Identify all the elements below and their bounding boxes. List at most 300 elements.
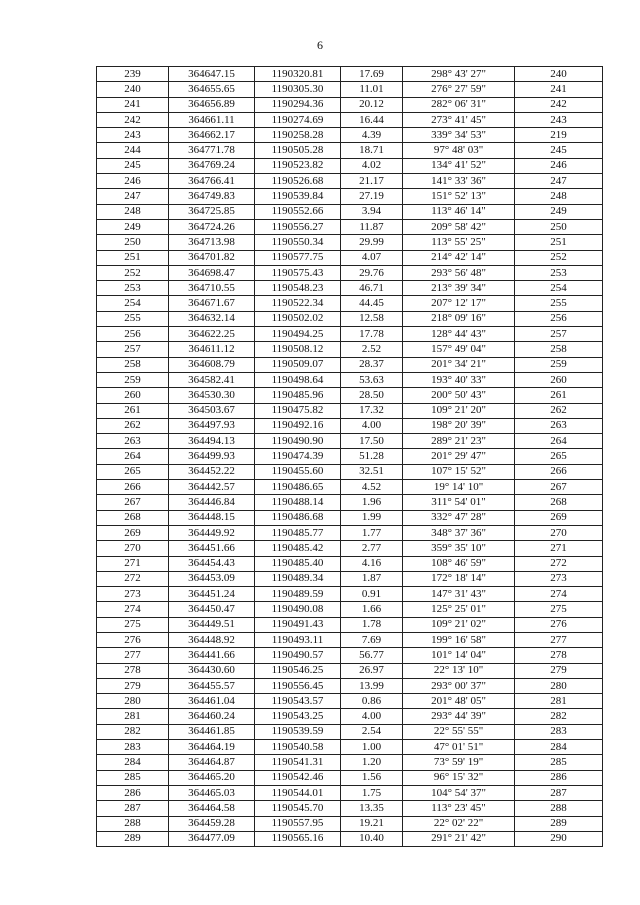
point-number-cell: 264 bbox=[97, 449, 169, 464]
y-coordinate-cell: 1190526.68 bbox=[255, 174, 341, 189]
y-coordinate-cell: 1190556.45 bbox=[255, 678, 341, 693]
bearing-cell: 276° 27' 59" bbox=[403, 82, 515, 97]
point-number-cell: 289 bbox=[97, 831, 169, 846]
next-point-cell: 286 bbox=[515, 770, 603, 785]
distance-cell: 18.71 bbox=[341, 143, 403, 158]
x-coordinate-cell: 364662.17 bbox=[169, 128, 255, 143]
y-coordinate-cell: 1190489.34 bbox=[255, 571, 341, 586]
table-row bbox=[97, 495, 603, 510]
next-point-cell: 240 bbox=[515, 67, 603, 82]
point-number-cell: 278 bbox=[97, 663, 169, 678]
y-coordinate-cell: 1190485.42 bbox=[255, 541, 341, 556]
next-point-cell: 290 bbox=[515, 831, 603, 846]
x-coordinate-cell: 364465.20 bbox=[169, 770, 255, 785]
distance-cell: 1.00 bbox=[341, 740, 403, 755]
bearing-cell: 200° 50' 43" bbox=[403, 388, 515, 403]
distance-cell: 21.17 bbox=[341, 174, 403, 189]
bearing-cell: 22° 13' 10" bbox=[403, 663, 515, 678]
bearing-cell: 73° 59' 19" bbox=[403, 755, 515, 770]
point-number-cell: 256 bbox=[97, 327, 169, 342]
x-coordinate-cell: 364710.55 bbox=[169, 281, 255, 296]
x-coordinate-cell: 364455.57 bbox=[169, 678, 255, 693]
y-coordinate-cell: 1190544.01 bbox=[255, 785, 341, 800]
y-coordinate-cell: 1190494.25 bbox=[255, 327, 341, 342]
table-row bbox=[97, 158, 603, 173]
table-row bbox=[97, 296, 603, 311]
next-point-cell: 285 bbox=[515, 755, 603, 770]
x-coordinate-cell: 364611.12 bbox=[169, 342, 255, 357]
point-number-cell: 284 bbox=[97, 755, 169, 770]
bearing-cell: 22° 55' 55" bbox=[403, 724, 515, 739]
y-coordinate-cell: 1190577.75 bbox=[255, 250, 341, 265]
bearing-cell: 293° 00' 37" bbox=[403, 678, 515, 693]
distance-cell: 10.40 bbox=[341, 831, 403, 846]
y-coordinate-cell: 1190486.68 bbox=[255, 510, 341, 525]
bearing-cell: 151° 52' 13" bbox=[403, 189, 515, 204]
next-point-cell: 271 bbox=[515, 541, 603, 556]
y-coordinate-cell: 1190258.28 bbox=[255, 128, 341, 143]
distance-cell: 11.01 bbox=[341, 82, 403, 97]
x-coordinate-cell: 364430.60 bbox=[169, 663, 255, 678]
y-coordinate-cell: 1190522.34 bbox=[255, 296, 341, 311]
table-row bbox=[97, 510, 603, 525]
distance-cell: 3.94 bbox=[341, 204, 403, 219]
bearing-cell: 201° 48' 05" bbox=[403, 694, 515, 709]
x-coordinate-cell: 364622.25 bbox=[169, 327, 255, 342]
next-point-cell: 282 bbox=[515, 709, 603, 724]
y-coordinate-cell: 1190488.14 bbox=[255, 495, 341, 510]
x-coordinate-cell: 364771.78 bbox=[169, 143, 255, 158]
point-number-cell: 241 bbox=[97, 97, 169, 112]
distance-cell: 0.86 bbox=[341, 694, 403, 709]
bearing-cell: 359° 35' 10" bbox=[403, 541, 515, 556]
table-row bbox=[97, 709, 603, 724]
distance-cell: 2.77 bbox=[341, 541, 403, 556]
next-point-cell: 272 bbox=[515, 556, 603, 571]
y-coordinate-cell: 1190305.30 bbox=[255, 82, 341, 97]
table-row bbox=[97, 265, 603, 280]
distance-cell: 44.45 bbox=[341, 296, 403, 311]
y-coordinate-cell: 1190523.82 bbox=[255, 158, 341, 173]
next-point-cell: 283 bbox=[515, 724, 603, 739]
coordinates-table bbox=[96, 66, 603, 847]
y-coordinate-cell: 1190490.57 bbox=[255, 648, 341, 663]
x-coordinate-cell: 364701.82 bbox=[169, 250, 255, 265]
x-coordinate-cell: 364441.66 bbox=[169, 648, 255, 663]
bearing-cell: 22° 02' 22" bbox=[403, 816, 515, 831]
x-coordinate-cell: 364450.47 bbox=[169, 602, 255, 617]
x-coordinate-cell: 364769.24 bbox=[169, 158, 255, 173]
bearing-cell: 201° 34' 21" bbox=[403, 357, 515, 372]
bearing-cell: 193° 40' 33" bbox=[403, 372, 515, 387]
table-row bbox=[97, 816, 603, 831]
next-point-cell: 280 bbox=[515, 678, 603, 693]
table-row bbox=[97, 632, 603, 647]
x-coordinate-cell: 364766.41 bbox=[169, 174, 255, 189]
distance-cell: 51.28 bbox=[341, 449, 403, 464]
x-coordinate-cell: 364460.24 bbox=[169, 709, 255, 724]
point-number-cell: 285 bbox=[97, 770, 169, 785]
bearing-cell: 311° 54' 01" bbox=[403, 495, 515, 510]
bearing-cell: 199° 16' 58" bbox=[403, 632, 515, 647]
distance-cell: 4.16 bbox=[341, 556, 403, 571]
distance-cell: 28.37 bbox=[341, 357, 403, 372]
point-number-cell: 257 bbox=[97, 342, 169, 357]
bearing-cell: 96° 15' 32" bbox=[403, 770, 515, 785]
table-row bbox=[97, 694, 603, 709]
table-row bbox=[97, 556, 603, 571]
distance-cell: 4.07 bbox=[341, 250, 403, 265]
x-coordinate-cell: 364494.13 bbox=[169, 434, 255, 449]
y-coordinate-cell: 1190565.16 bbox=[255, 831, 341, 846]
next-point-cell: 281 bbox=[515, 694, 603, 709]
next-point-cell: 274 bbox=[515, 587, 603, 602]
page-number: 6 bbox=[317, 38, 323, 52]
point-number-cell: 283 bbox=[97, 740, 169, 755]
y-coordinate-cell: 1190541.31 bbox=[255, 755, 341, 770]
point-number-cell: 244 bbox=[97, 143, 169, 158]
bearing-cell: 293° 44' 39" bbox=[403, 709, 515, 724]
distance-cell: 16.44 bbox=[341, 112, 403, 127]
table-row bbox=[97, 617, 603, 632]
y-coordinate-cell: 1190485.40 bbox=[255, 556, 341, 571]
point-number-cell: 262 bbox=[97, 418, 169, 433]
next-point-cell: 249 bbox=[515, 204, 603, 219]
distance-cell: 0.91 bbox=[341, 587, 403, 602]
next-point-cell: 269 bbox=[515, 510, 603, 525]
distance-cell: 1.77 bbox=[341, 525, 403, 540]
point-number-cell: 239 bbox=[97, 67, 169, 82]
y-coordinate-cell: 1190490.08 bbox=[255, 602, 341, 617]
distance-cell: 46.71 bbox=[341, 281, 403, 296]
y-coordinate-cell: 1190543.25 bbox=[255, 709, 341, 724]
table-row bbox=[97, 525, 603, 540]
distance-cell: 1.87 bbox=[341, 571, 403, 586]
x-coordinate-cell: 364449.51 bbox=[169, 617, 255, 632]
y-coordinate-cell: 1190485.96 bbox=[255, 388, 341, 403]
bearing-cell: 339° 34' 53" bbox=[403, 128, 515, 143]
x-coordinate-cell: 364464.19 bbox=[169, 740, 255, 755]
distance-cell: 29.99 bbox=[341, 235, 403, 250]
x-coordinate-cell: 364448.92 bbox=[169, 632, 255, 647]
x-coordinate-cell: 364713.98 bbox=[169, 235, 255, 250]
bearing-cell: 125° 25' 01" bbox=[403, 602, 515, 617]
x-coordinate-cell: 364448.15 bbox=[169, 510, 255, 525]
x-coordinate-cell: 364497.93 bbox=[169, 418, 255, 433]
table-row bbox=[97, 97, 603, 112]
y-coordinate-cell: 1190539.59 bbox=[255, 724, 341, 739]
point-number-cell: 282 bbox=[97, 724, 169, 739]
next-point-cell: 256 bbox=[515, 311, 603, 326]
point-number-cell: 276 bbox=[97, 632, 169, 647]
distance-cell: 56.77 bbox=[341, 648, 403, 663]
distance-cell: 20.12 bbox=[341, 97, 403, 112]
table-row bbox=[97, 434, 603, 449]
distance-cell: 1.78 bbox=[341, 617, 403, 632]
y-coordinate-cell: 1190490.90 bbox=[255, 434, 341, 449]
distance-cell: 1.20 bbox=[341, 755, 403, 770]
next-point-cell: 246 bbox=[515, 158, 603, 173]
next-point-cell: 264 bbox=[515, 434, 603, 449]
distance-cell: 2.54 bbox=[341, 724, 403, 739]
bearing-cell: 207° 12' 17" bbox=[403, 296, 515, 311]
next-point-cell: 250 bbox=[515, 219, 603, 234]
point-number-cell: 258 bbox=[97, 357, 169, 372]
distance-cell: 1.75 bbox=[341, 785, 403, 800]
x-coordinate-cell: 364671.67 bbox=[169, 296, 255, 311]
distance-cell: 4.52 bbox=[341, 480, 403, 495]
distance-cell: 4.39 bbox=[341, 128, 403, 143]
table-row bbox=[97, 250, 603, 265]
bearing-cell: 109° 21' 02" bbox=[403, 617, 515, 632]
distance-cell: 13.99 bbox=[341, 678, 403, 693]
point-number-cell: 243 bbox=[97, 128, 169, 143]
distance-cell: 2.52 bbox=[341, 342, 403, 357]
next-point-cell: 219 bbox=[515, 128, 603, 143]
table-row bbox=[97, 327, 603, 342]
distance-cell: 7.69 bbox=[341, 632, 403, 647]
y-coordinate-cell: 1190539.84 bbox=[255, 189, 341, 204]
bearing-cell: 198° 20' 39" bbox=[403, 418, 515, 433]
bearing-cell: 201° 29' 47" bbox=[403, 449, 515, 464]
table-row bbox=[97, 587, 603, 602]
y-coordinate-cell: 1190489.59 bbox=[255, 587, 341, 602]
distance-cell: 27.19 bbox=[341, 189, 403, 204]
x-coordinate-cell: 364461.04 bbox=[169, 694, 255, 709]
next-point-cell: 289 bbox=[515, 816, 603, 831]
bearing-cell: 298° 43' 27" bbox=[403, 67, 515, 82]
table-row bbox=[97, 219, 603, 234]
x-coordinate-cell: 364698.47 bbox=[169, 265, 255, 280]
x-coordinate-cell: 364503.67 bbox=[169, 403, 255, 418]
distance-cell: 12.58 bbox=[341, 311, 403, 326]
y-coordinate-cell: 1190540.58 bbox=[255, 740, 341, 755]
point-number-cell: 274 bbox=[97, 602, 169, 617]
bearing-cell: 128° 44' 43" bbox=[403, 327, 515, 342]
y-coordinate-cell: 1190542.46 bbox=[255, 770, 341, 785]
table-row bbox=[97, 128, 603, 143]
x-coordinate-cell: 364464.58 bbox=[169, 801, 255, 816]
next-point-cell: 247 bbox=[515, 174, 603, 189]
bearing-cell: 113° 23' 45" bbox=[403, 801, 515, 816]
distance-cell: 4.02 bbox=[341, 158, 403, 173]
next-point-cell: 259 bbox=[515, 357, 603, 372]
y-coordinate-cell: 1190546.25 bbox=[255, 663, 341, 678]
point-number-cell: 272 bbox=[97, 571, 169, 586]
table-row bbox=[97, 740, 603, 755]
y-coordinate-cell: 1190498.64 bbox=[255, 372, 341, 387]
y-coordinate-cell: 1190486.65 bbox=[255, 480, 341, 495]
table-row bbox=[97, 311, 603, 326]
next-point-cell: 254 bbox=[515, 281, 603, 296]
next-point-cell: 276 bbox=[515, 617, 603, 632]
table-row bbox=[97, 770, 603, 785]
x-coordinate-cell: 364655.65 bbox=[169, 82, 255, 97]
x-coordinate-cell: 364725.85 bbox=[169, 204, 255, 219]
distance-cell: 1.96 bbox=[341, 495, 403, 510]
point-number-cell: 259 bbox=[97, 372, 169, 387]
y-coordinate-cell: 1190502.02 bbox=[255, 311, 341, 326]
distance-cell: 4.00 bbox=[341, 418, 403, 433]
point-number-cell: 240 bbox=[97, 82, 169, 97]
y-coordinate-cell: 1190320.81 bbox=[255, 67, 341, 82]
next-point-cell: 255 bbox=[515, 296, 603, 311]
point-number-cell: 288 bbox=[97, 816, 169, 831]
point-number-cell: 245 bbox=[97, 158, 169, 173]
bearing-cell: 107° 15' 52" bbox=[403, 464, 515, 479]
y-coordinate-cell: 1190485.77 bbox=[255, 525, 341, 540]
table-row bbox=[97, 831, 603, 846]
table-row bbox=[97, 388, 603, 403]
next-point-cell: 245 bbox=[515, 143, 603, 158]
next-point-cell: 284 bbox=[515, 740, 603, 755]
bearing-cell: 172° 18' 14" bbox=[403, 571, 515, 586]
next-point-cell: 242 bbox=[515, 97, 603, 112]
point-number-cell: 253 bbox=[97, 281, 169, 296]
table-row bbox=[97, 112, 603, 127]
y-coordinate-cell: 1190548.23 bbox=[255, 281, 341, 296]
table-row bbox=[97, 174, 603, 189]
x-coordinate-cell: 364461.85 bbox=[169, 724, 255, 739]
point-number-cell: 287 bbox=[97, 801, 169, 816]
y-coordinate-cell: 1190509.07 bbox=[255, 357, 341, 372]
next-point-cell: 248 bbox=[515, 189, 603, 204]
next-point-cell: 263 bbox=[515, 418, 603, 433]
table-row bbox=[97, 541, 603, 556]
next-point-cell: 279 bbox=[515, 663, 603, 678]
bearing-cell: 282° 06' 31" bbox=[403, 97, 515, 112]
distance-cell: 29.76 bbox=[341, 265, 403, 280]
table-row bbox=[97, 571, 603, 586]
point-number-cell: 273 bbox=[97, 587, 169, 602]
next-point-cell: 258 bbox=[515, 342, 603, 357]
bearing-cell: 101° 14' 04" bbox=[403, 648, 515, 663]
y-coordinate-cell: 1190550.34 bbox=[255, 235, 341, 250]
table-row bbox=[97, 82, 603, 97]
point-number-cell: 242 bbox=[97, 112, 169, 127]
next-point-cell: 277 bbox=[515, 632, 603, 647]
point-number-cell: 252 bbox=[97, 265, 169, 280]
y-coordinate-cell: 1190475.82 bbox=[255, 403, 341, 418]
distance-cell: 17.69 bbox=[341, 67, 403, 82]
next-point-cell: 253 bbox=[515, 265, 603, 280]
y-coordinate-cell: 1190474.39 bbox=[255, 449, 341, 464]
distance-cell: 1.99 bbox=[341, 510, 403, 525]
next-point-cell: 278 bbox=[515, 648, 603, 663]
table-row bbox=[97, 678, 603, 693]
next-point-cell: 265 bbox=[515, 449, 603, 464]
x-coordinate-cell: 364656.89 bbox=[169, 97, 255, 112]
table-row bbox=[97, 281, 603, 296]
next-point-cell: 275 bbox=[515, 602, 603, 617]
bearing-cell: 332° 47' 28" bbox=[403, 510, 515, 525]
next-point-cell: 270 bbox=[515, 525, 603, 540]
point-number-cell: 268 bbox=[97, 510, 169, 525]
table-row bbox=[97, 648, 603, 663]
x-coordinate-cell: 364459.28 bbox=[169, 816, 255, 831]
x-coordinate-cell: 364464.87 bbox=[169, 755, 255, 770]
y-coordinate-cell: 1190493.11 bbox=[255, 632, 341, 647]
bearing-cell: 147° 31' 43" bbox=[403, 587, 515, 602]
table-row bbox=[97, 403, 603, 418]
next-point-cell: 267 bbox=[515, 480, 603, 495]
x-coordinate-cell: 364465.03 bbox=[169, 785, 255, 800]
bearing-cell: 273° 41' 45" bbox=[403, 112, 515, 127]
table-row bbox=[97, 67, 603, 82]
x-coordinate-cell: 364582.41 bbox=[169, 372, 255, 387]
bearing-cell: 213° 39' 34" bbox=[403, 281, 515, 296]
x-coordinate-cell: 364749.83 bbox=[169, 189, 255, 204]
x-coordinate-cell: 364453.09 bbox=[169, 571, 255, 586]
x-coordinate-cell: 364451.24 bbox=[169, 587, 255, 602]
table-row bbox=[97, 372, 603, 387]
bearing-cell: 108° 46' 59" bbox=[403, 556, 515, 571]
point-number-cell: 261 bbox=[97, 403, 169, 418]
table-row bbox=[97, 204, 603, 219]
next-point-cell: 260 bbox=[515, 372, 603, 387]
y-coordinate-cell: 1190492.16 bbox=[255, 418, 341, 433]
x-coordinate-cell: 364647.15 bbox=[169, 67, 255, 82]
distance-cell: 19.21 bbox=[341, 816, 403, 831]
table-row bbox=[97, 464, 603, 479]
x-coordinate-cell: 364530.30 bbox=[169, 388, 255, 403]
distance-cell: 1.56 bbox=[341, 770, 403, 785]
bearing-cell: 104° 54' 37" bbox=[403, 785, 515, 800]
table-row bbox=[97, 480, 603, 495]
y-coordinate-cell: 1190543.57 bbox=[255, 694, 341, 709]
x-coordinate-cell: 364449.92 bbox=[169, 525, 255, 540]
y-coordinate-cell: 1190508.12 bbox=[255, 342, 341, 357]
next-point-cell: 287 bbox=[515, 785, 603, 800]
bearing-cell: 113° 46' 14" bbox=[403, 204, 515, 219]
distance-cell: 17.78 bbox=[341, 327, 403, 342]
y-coordinate-cell: 1190552.66 bbox=[255, 204, 341, 219]
table-row bbox=[97, 342, 603, 357]
bearing-cell: 218° 09' 16" bbox=[403, 311, 515, 326]
x-coordinate-cell: 364446.84 bbox=[169, 495, 255, 510]
x-coordinate-cell: 364632.14 bbox=[169, 311, 255, 326]
distance-cell: 53.63 bbox=[341, 372, 403, 387]
distance-cell: 17.50 bbox=[341, 434, 403, 449]
point-number-cell: 280 bbox=[97, 694, 169, 709]
bearing-cell: 97° 48' 03" bbox=[403, 143, 515, 158]
next-point-cell: 266 bbox=[515, 464, 603, 479]
y-coordinate-cell: 1190505.28 bbox=[255, 143, 341, 158]
point-number-cell: 286 bbox=[97, 785, 169, 800]
point-number-cell: 269 bbox=[97, 525, 169, 540]
next-point-cell: 288 bbox=[515, 801, 603, 816]
table-row bbox=[97, 235, 603, 250]
table-row bbox=[97, 189, 603, 204]
y-coordinate-cell: 1190294.36 bbox=[255, 97, 341, 112]
bearing-cell: 109° 21' 20" bbox=[403, 403, 515, 418]
bearing-cell: 348° 37' 36" bbox=[403, 525, 515, 540]
point-number-cell: 250 bbox=[97, 235, 169, 250]
point-number-cell: 277 bbox=[97, 648, 169, 663]
bearing-cell: 113° 55' 25" bbox=[403, 235, 515, 250]
point-number-cell: 267 bbox=[97, 495, 169, 510]
bearing-cell: 214° 42' 14" bbox=[403, 250, 515, 265]
distance-cell: 11.87 bbox=[341, 219, 403, 234]
bearing-cell: 209° 58' 42" bbox=[403, 219, 515, 234]
table-row bbox=[97, 143, 603, 158]
y-coordinate-cell: 1190575.43 bbox=[255, 265, 341, 280]
bearing-cell: 19° 14' 10" bbox=[403, 480, 515, 495]
table-row bbox=[97, 785, 603, 800]
y-coordinate-cell: 1190545.70 bbox=[255, 801, 341, 816]
point-number-cell: 281 bbox=[97, 709, 169, 724]
x-coordinate-cell: 364499.93 bbox=[169, 449, 255, 464]
